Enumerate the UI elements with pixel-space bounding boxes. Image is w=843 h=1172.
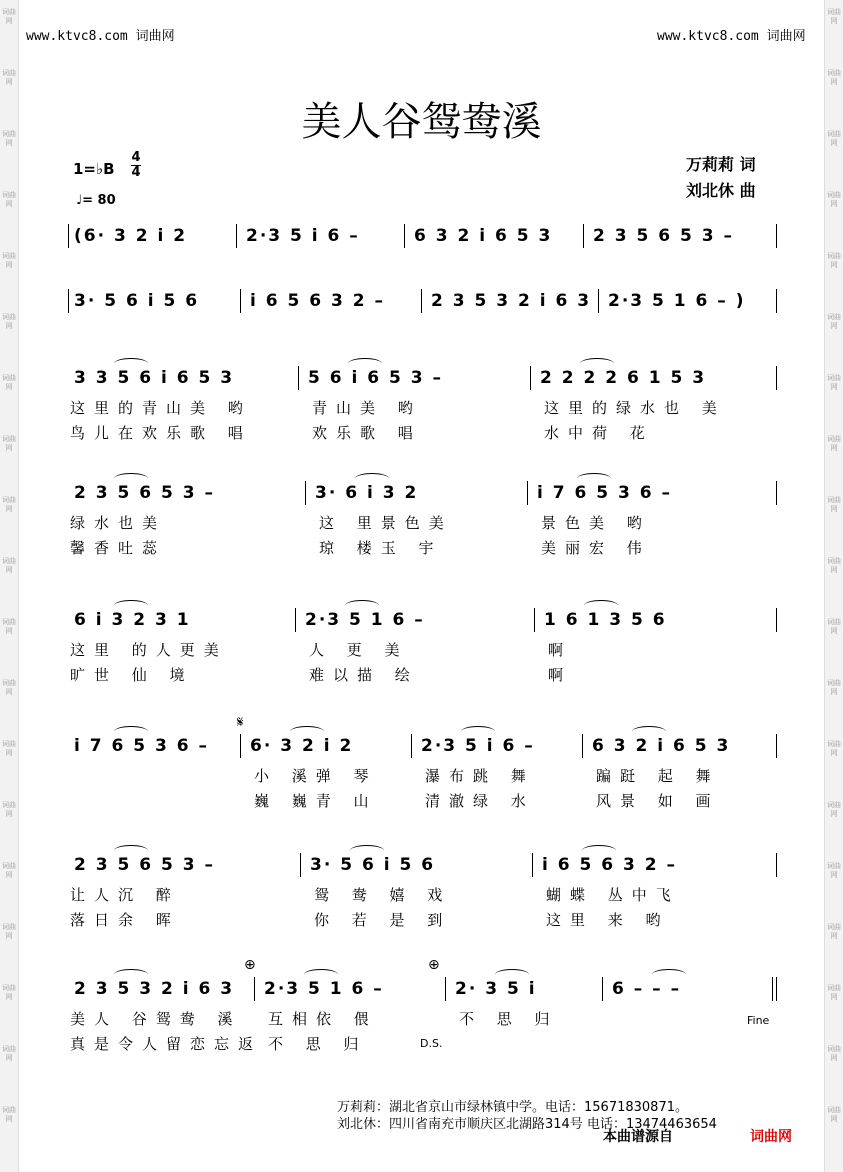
watermark-left-15: 词曲网 [2,923,16,940]
contact-composer: 刘北休：四川省南充市顺庆区北湖路314号 电话：13474463654 [337,1117,717,1132]
watermark-left-5: 词曲网 [2,313,16,330]
watermark-right-12: 词曲网 [827,740,841,757]
header-site-right[interactable]: www.ktvc8.com 词曲网 [657,29,806,44]
watermark-right-6: 词曲网 [827,374,841,391]
barline [298,366,299,390]
measure: 6 i 3 2 3 1 [74,610,191,630]
barline [776,224,777,248]
measure: 2 2 2 2 6 1 5 3 [540,368,707,388]
barline [68,289,69,313]
barline [776,289,777,313]
measure: i 7 6 5 3 6 – [537,483,672,503]
barline [404,224,405,248]
slur [582,845,616,856]
watermark-left-0: 词曲网 [2,8,16,25]
slur [304,969,338,980]
key-signature: 1=♭B [73,160,115,178]
watermark-right-3: 词曲网 [827,191,841,208]
watermark-left-11: 词曲网 [2,679,16,696]
lyric-line-1: 蹁跹 起 舞 [596,767,720,785]
watermark-left-6: 词曲网 [2,374,16,391]
slur [114,969,148,980]
measure: 3· 6 i 3 2 [315,483,419,503]
barline [598,289,599,313]
watermark-right-7: 词曲网 [827,435,841,452]
slur [114,845,148,856]
lyric-line-1: 啊 [548,641,573,659]
measure: i 6 5 6 3 2 – [250,291,385,311]
measure: i 7 6 5 3 6 – [74,736,209,756]
lyric-line-2: 落日余 晖 [70,911,180,929]
lyric-line-2: 旷世 仙 境 [70,666,194,684]
measure: 6 3 2 i 6 5 3 [592,736,731,756]
footer-brand-link[interactable]: 词曲网 [750,1129,792,1145]
ds-mark: D.S. [420,1037,443,1050]
lyric-line-2: 你 若 是 到 [314,911,452,929]
watermark-left-4: 词曲网 [2,252,16,269]
song-title: 美人谷鸳鸯溪 [301,99,542,145]
watermark-right-15: 词曲网 [827,923,841,940]
lyric-line-2: 啊 [548,666,573,684]
watermark-left-13: 词曲网 [2,801,16,818]
watermark-left-1: 词曲网 [2,69,16,86]
measure: i 6 5 6 3 2 – [542,855,677,875]
slur [495,969,529,980]
slur [355,473,389,484]
lyric-line-1: 人 更 美 [309,641,409,659]
slur [580,358,614,369]
time-signature-bottom: 4 [131,165,141,180]
watermark-right-18: 词曲网 [827,1106,841,1123]
slur [290,726,324,737]
lyric-line-2: 真是令人留恋忘返 [70,1035,263,1053]
barline [776,853,777,877]
slur [114,600,148,611]
lyric-line-2: 琼 楼玉 宇 [319,539,443,557]
watermark-right-17: 词曲网 [827,1045,841,1062]
measure: 2·3 5 i 6 – [421,736,535,756]
barline [582,734,583,758]
watermark-right-16: 词曲网 [827,984,841,1001]
barline [236,224,237,248]
slur [461,726,495,737]
segno-mark: 𝄋 [237,713,244,731]
measure: 3· 5 6 i 5 6 [310,855,436,875]
measure: 2·3 5 i 6 – [246,226,360,246]
barline [527,481,528,505]
measure: 6· 3 2 i 2 [250,736,354,756]
watermark-right-1: 词曲网 [827,69,841,86]
measure: 3· 5 6 i 5 6 [74,291,200,311]
lyric-line-1: 这里 的人更美 [70,641,228,659]
measure: 2·3 5 1 6 – [305,610,425,630]
barline [776,608,777,632]
watermark-left-18: 词曲网 [2,1106,16,1123]
lyric-line-2: 欢乐歌 唱 [312,424,422,442]
lyric-line-1: 景色美 哟 [541,514,651,532]
lyric-line-2: 清澈绿 水 [425,792,535,810]
barline [534,608,535,632]
barline [532,853,533,877]
lyric-line-2: 美丽宏 伟 [541,539,651,557]
contact-lyricist: 万莉莉：湖北省京山市绿林镇中学。电话：15671830871。 [337,1100,688,1115]
slur [114,473,148,484]
measure: 5 6 i 6 5 3 – [308,368,443,388]
measure: 2·3 5 1 6 – ) [608,291,746,311]
coda-mark-1: ⊕ [244,957,256,973]
lyric-line-2: 风景 如 画 [596,792,720,810]
barline [602,977,603,1001]
measure: (6· 3 2 i 2 [74,226,188,246]
measure: 2· 3 5 i [455,979,537,999]
watermark-left-8: 词曲网 [2,496,16,513]
barline [411,734,412,758]
barline [295,608,296,632]
fine-mark: Fine [747,1014,770,1027]
lyric-line-1: 小 溪弹 琴 [254,767,378,785]
watermark-left-16: 词曲网 [2,984,16,1001]
watermark-left-14: 词曲网 [2,862,16,879]
lyric-line-2: 水中荷 花 [544,424,654,442]
watermark-right-10: 词曲网 [827,618,841,635]
measure: 2 3 5 6 5 3 – [593,226,734,246]
header-site-left[interactable]: www.ktvc8.com 词曲网 [26,29,175,44]
watermark-right-8: 词曲网 [827,496,841,513]
lyricist-credit: 万莉莉 词 [686,155,756,174]
measure: 3 3 5 6 i 6 5 3 [74,368,235,388]
watermark-left-3: 词曲网 [2,191,16,208]
lyric-line-1: 美人 谷鸳鸯 溪 [70,1010,242,1028]
lyric-line-1: 蝴蝶 丛中飞 [546,886,680,904]
lyric-line-1: 这 里景色美 [319,514,453,532]
measure: 1 6 1 3 5 6 [544,610,667,630]
barline [240,289,241,313]
measure: 2 3 5 3 2 i 6 3 [431,291,592,311]
lyric-line-2: 不 思 归 [268,1035,368,1053]
lyric-line-2: 难以描 绘 [309,666,419,684]
watermark-left-12: 词曲网 [2,740,16,757]
barline [776,481,777,505]
barline [530,366,531,390]
watermark-right-2: 词曲网 [827,130,841,147]
barline [300,853,301,877]
barline [305,481,306,505]
slur [114,726,148,737]
lyric-line-1: 这里的绿水也 美 [544,399,726,417]
watermark-right-13: 词曲网 [827,801,841,818]
lyric-line-2: 这里 来 哟 [546,911,670,929]
watermark-right-0: 词曲网 [827,8,841,25]
lyric-line-2: 馨香吐蕊 [70,539,167,557]
slur [652,969,686,980]
watermark-right-11: 词曲网 [827,679,841,696]
watermark-right-14: 词曲网 [827,862,841,879]
time-signature [131,151,141,180]
lyric-line-1: 不 思 归 [459,1010,559,1028]
barline [240,734,241,758]
watermark-left-17: 词曲网 [2,1045,16,1062]
slur [348,358,382,369]
measure: 2 3 5 6 5 3 – [74,855,215,875]
lyric-line-1: 鸳 鸯 嬉 戏 [314,886,452,904]
barline [776,977,777,1001]
watermark-right-4: 词曲网 [827,252,841,269]
lyric-line-1: 绿水也美 [70,514,167,532]
lyric-line-1: 让人沉 醉 [70,886,180,904]
slur [632,726,666,737]
lyric-line-1: 这里的青山美 哟 [70,399,252,417]
measure: 2 3 5 6 5 3 – [74,483,215,503]
watermark-left-2: 词曲网 [2,130,16,147]
watermark-left-9: 词曲网 [2,557,16,574]
barline [445,977,446,1001]
measure: 2 3 5 3 2 i 6 3 [74,979,235,999]
measure: 6 3 2 i 6 5 3 [414,226,553,246]
barline [776,366,777,390]
coda-mark-2: ⊕ [428,957,440,973]
footer-source-label: 本曲谱源自 [603,1129,673,1145]
lyric-line-2: 巍 巍青 山 [254,792,378,810]
measure: 2·3 5 1 6 – [264,979,384,999]
lyric-line-2: 鸟儿在欢乐歌 唱 [70,424,252,442]
tempo-marking: ♩= 80 [76,193,116,208]
watermark-left-10: 词曲网 [2,618,16,635]
time-signature-top: 4 [131,150,141,165]
slur [114,358,148,369]
lyric-line-1: 瀑布跳 舞 [425,767,535,785]
watermark-right-9: 词曲网 [827,557,841,574]
barline [776,734,777,758]
watermark-right-5: 词曲网 [827,313,841,330]
barline [421,289,422,313]
barline [68,224,69,248]
measure: 6 – – – [612,979,682,999]
slur [584,600,618,611]
barline [254,977,255,1001]
slur [577,473,611,484]
barline [583,224,584,248]
composer-credit: 刘北休 曲 [686,181,756,200]
lyric-line-1: 青山美 哟 [312,399,422,417]
slur [350,845,384,856]
watermark-left-7: 词曲网 [2,435,16,452]
final-barline [772,977,773,1001]
lyric-line-1: 互相依 偎 [268,1010,378,1028]
slur [345,600,379,611]
